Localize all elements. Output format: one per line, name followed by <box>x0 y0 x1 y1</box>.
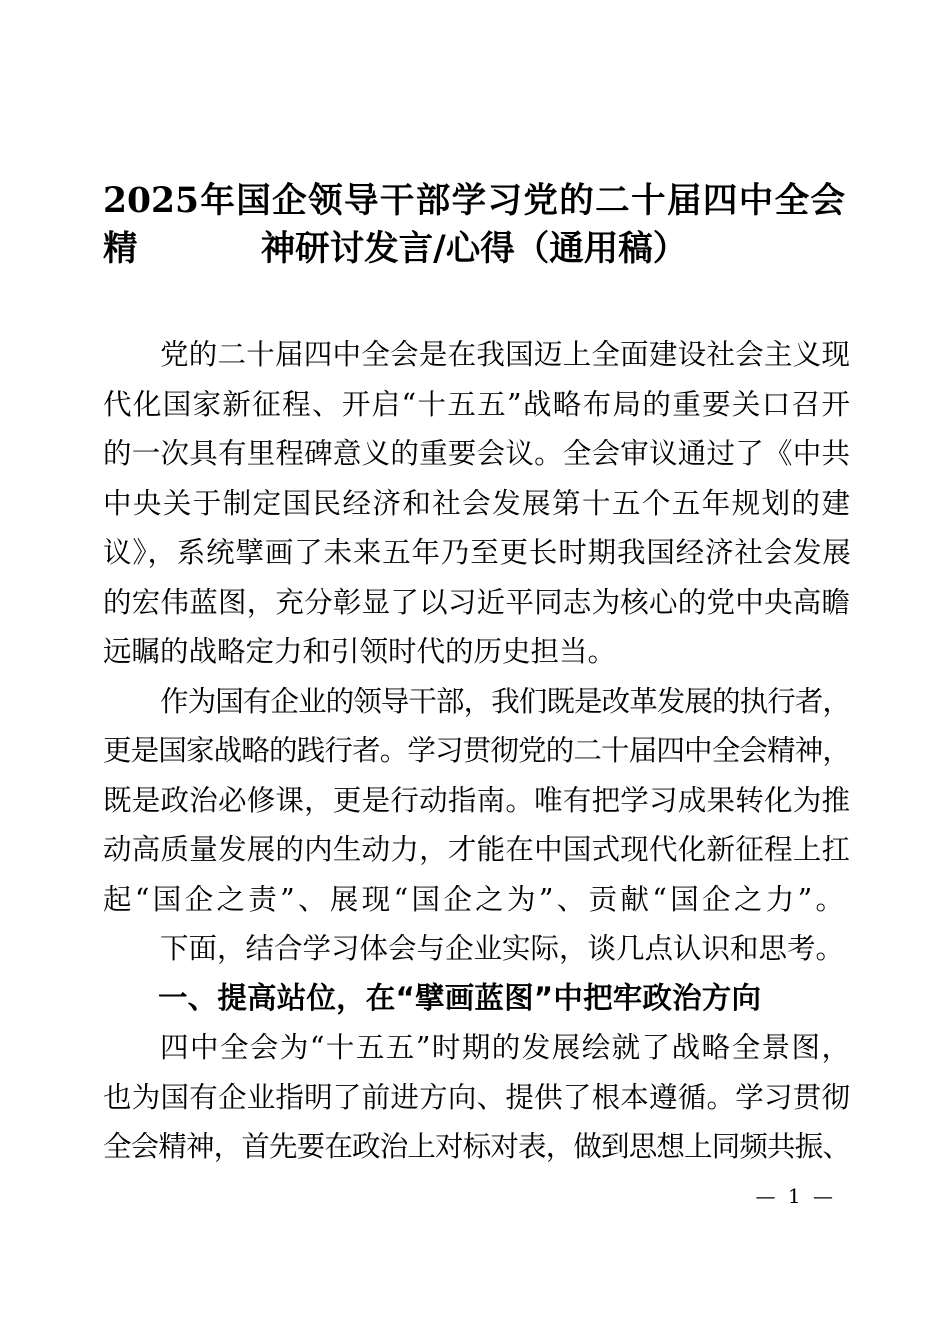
paragraph-line: 全会精神，首先要在政治上对标对表，做到思想上同频共振、 <box>103 1130 850 1163</box>
paragraph-3 <box>103 924 850 974</box>
paragraph-line: 党的二十届四中全会是在我国迈上全面建设社会主义现 <box>160 338 850 371</box>
paragraph-line: 起“国企之责”、展现“国企之为”、贡献“国企之力”。 <box>103 882 844 916</box>
paragraph-line: 中央关于制定国民经济和社会发展第十五个五年规划的建 <box>103 486 850 520</box>
paragraph-2 <box>103 677 850 925</box>
section-1-paragraph-1 <box>103 1023 850 1172</box>
paragraph-line: 议》，系统擘画了未来五年乃至更长时期我国经济社会发展 <box>103 536 850 569</box>
paragraph-line: 下面，结合学习体会与企业实际，谈几点认识和思考。 <box>160 932 845 965</box>
paragraph-line: 动高质量发展的内生动力，才能在中国式现代化新征程上扛 <box>103 833 850 866</box>
paragraph-1 <box>103 330 850 677</box>
paragraph-line: 远瞩的战略定力和引领时代的历史担当。 <box>103 635 617 668</box>
paragraph-line: 的宏伟蓝图，充分彰显了以习近平同志为核心的党中央高瞻 <box>103 585 850 619</box>
paragraph-line: 既是政治必修课，更是行动指南。唯有把学习成果转化为推 <box>103 783 850 817</box>
paragraph-line: 四中全会为“十五五”时期的发展绘就了战略全景图， <box>160 1031 850 1064</box>
title-line: 神研讨发言/心得（通用稿） <box>260 229 688 269</box>
paragraph-line: 的一次具有里程碑意义的重要会议。全会审议通过了《中共 <box>103 437 850 470</box>
paragraph-line: 也为国有企业指明了前进方向、提供了根本遵循。学习贯彻 <box>103 1080 850 1114</box>
document-body <box>103 330 850 1172</box>
section-1 <box>103 974 850 1172</box>
paragraph-line: 代化国家新征程、开启“十五五”战略布局的重要关口召开 <box>103 387 850 421</box>
paragraph-line: 更是国家战略的践行者。学习贯彻党的二十届四中全会精神， <box>103 734 850 767</box>
page-number: — 1 — <box>755 1184 833 1208</box>
document-title <box>103 177 845 273</box>
paragraph-line: 作为国有企业的领导干部，我们既是改革发展的执行者， <box>160 684 851 718</box>
section-heading: 一、提高站位，在“擘画蓝图”中把牢政治方向 <box>158 980 761 1015</box>
title-line: 2025年国企领导干部学习党的二十届四中全会精 <box>103 181 845 269</box>
